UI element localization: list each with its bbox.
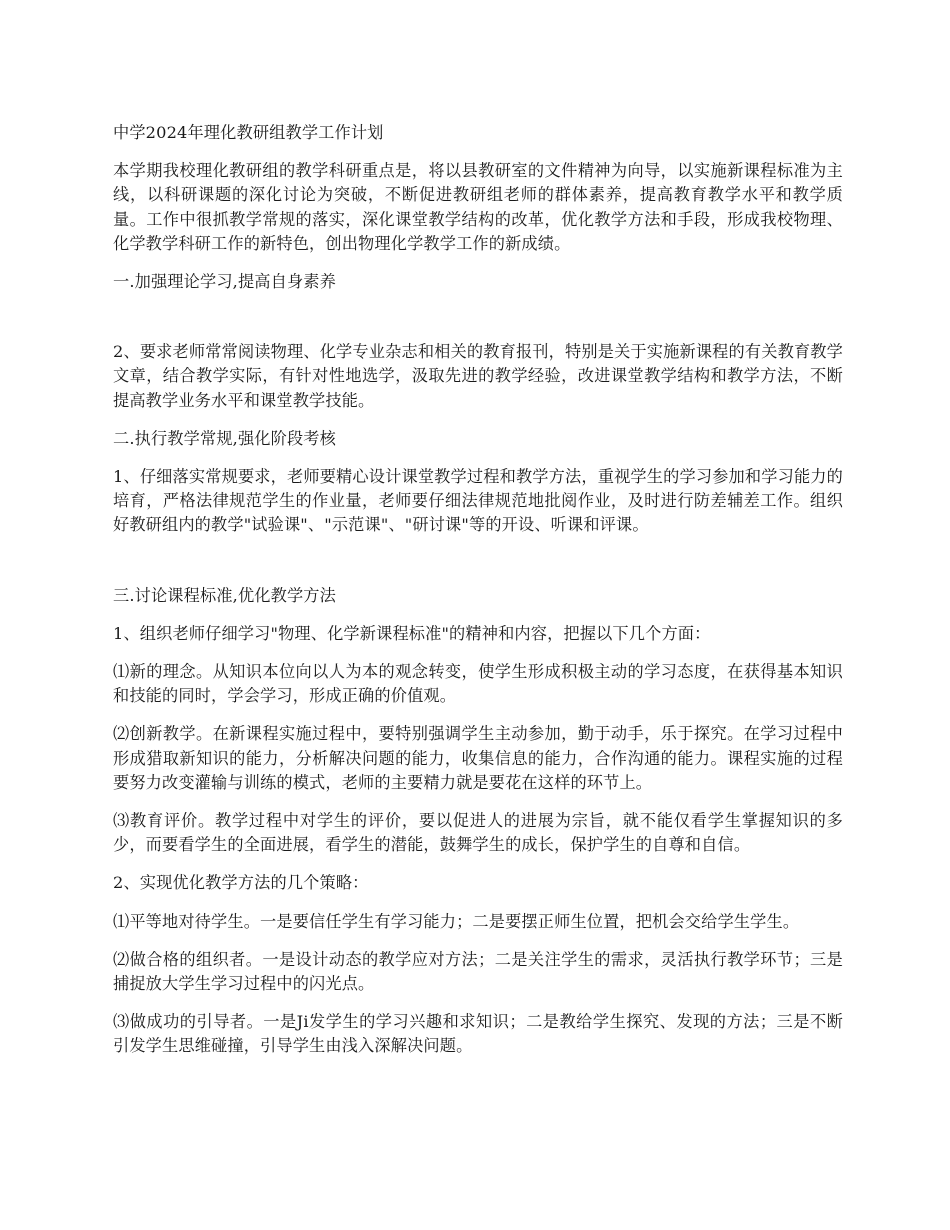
document-body	[113, 121, 843, 1073]
list-item-guide: ⑶做成功的引导者。一是Ji发学生的学习兴趣和求知识；二是教给学生探究、发现的方法；三是不断引发学生思维碰撞，引导学生由浅入深解决问题。	[113, 1012, 843, 1056]
intro-paragraph: 本学期我校理化教研组的教学科研重点是，将以县教研室的文件精神为向导，以实施新课程标准为主线，以科研课题的深化讨论为突破，不断促进教研组老师的群体素养，提高教育教学水平和教学质量。工作中很抓教学常规的落实，深化课堂教学结构的改革，优化教学方法和手段，形成我校物理、化学教学科研工作的新特色，创出物理化学教学工作的新成绩。	[113, 161, 843, 253]
list-item-equal-treatment: ⑴平等地对待学生。一是要信任学生有学习能力；二是要摆正师生位置，把机会交给学生学生。	[113, 911, 800, 931]
list-item-new-concept: ⑴新的理念。从知识本位向以人为本的观念转变，使学生形成积极主动的学习态度，在获得基本知识和技能的同时，学会学习，形成正确的价值观。	[113, 662, 843, 706]
section-heading-2: 二.执行教学常规,强化阶段考核	[113, 428, 336, 448]
section-heading-1: 一.加强理论学习,提高自身素养	[113, 272, 336, 292]
paragraph-strategies: 2、实现优化教学方法的几个策略：	[113, 873, 369, 893]
paragraph-routine-requirement: 1、仔细落实常规要求，老师要精心设计课堂教学过程和教学方法，重视学生的学习参加和学习能力的培育，严格法律规范学生的作业量，老师要仔细法律规范地批阅作业，及时进行防差辅差工作。组织好教研组内的教学"试验课"、"示范课"、"研讨课"等的开设、听课和评课。	[113, 467, 843, 535]
section-heading-3: 三.讨论课程标准,优化教学方法	[113, 585, 336, 605]
list-item-innovative-teaching: ⑵创新教学。在新课程实施过程中，要特别强调学生主动参加，勤于动手，乐于探究。在学习过程中形成猎取新知识的能力，分析解决问题的能力，收集信息的能力，合作沟通的能力。课程实施的过程要努力改变灌输与训练的模式，老师的主要精力就是要花在这样的环节上。	[113, 724, 843, 792]
document-title: 中学2024年理化教研组教学工作计划	[113, 123, 384, 142]
paragraph-standards-study: 1、组织老师仔细学习"物理、化学新课程标准"的精神和内容，把握以下几个方面：	[113, 623, 711, 643]
paragraph-reading-requirement: 2、要求老师常常阅读物理、化学专业杂志和相关的教育报刊，特别是关于实施新课程的有关教育教学文章，结合教学实际，有针对性地选学，汲取先进的教学经验，改进课堂教学结构和教学方法，不断提高教学业务水平和课堂教学技能。	[113, 342, 843, 410]
list-item-education-evaluation: ⑶教育评价。教学过程中对学生的评价，要以促进人的进展为宗旨，就不能仅看学生掌握知识的多少，而要看学生的全面进展，看学生的潜能，鼓舞学生的成长，保护学生的自尊和自信。	[113, 811, 843, 855]
list-item-organizer: ⑵做合格的组织者。一是设计动态的教学应对方法；二是关注学生的需求，灵活执行教学环节；三是捕捉放大学生学习过程中的闪光点。	[113, 949, 843, 994]
